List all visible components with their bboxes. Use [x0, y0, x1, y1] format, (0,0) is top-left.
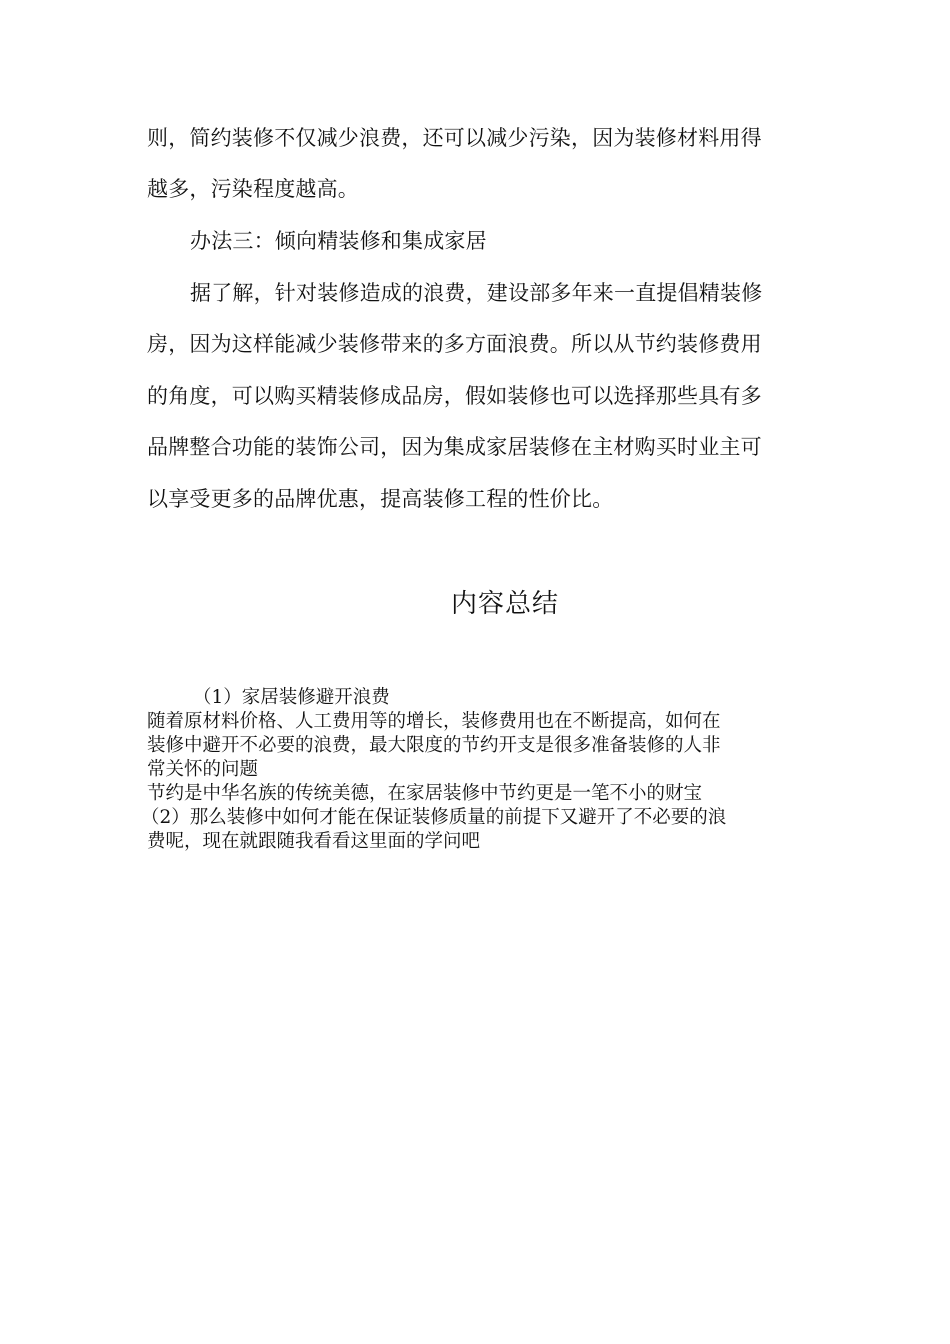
- body-line: 以享受更多的品牌优惠，提高装修工程的性价比。: [147, 487, 614, 511]
- summary-title: 内容总结: [450, 589, 559, 619]
- body-line: 越多，污染程度越高。: [147, 177, 359, 201]
- summary-line: （1）家居装修避开浪费: [193, 687, 390, 708]
- body-line: 的角度，可以购买精装修成品房，假如装修也可以选择那些具有多: [147, 384, 762, 408]
- summary-line: 装修中避开不必要的浪费，最大限度的节约开支是很多准备装修的人非: [147, 735, 721, 756]
- summary-line: 节约是中华名族的传统美德，在家居装修中节约更是一笔不小的财宝: [147, 783, 703, 804]
- summary-line: 常关怀的问题: [147, 759, 259, 780]
- body-line: 品牌整合功能的装饰公司，因为集成家居装修在主材购买时业主可: [147, 435, 762, 459]
- summary-line: 费呢，现在就跟随我看看这里面的学问吧: [147, 831, 481, 852]
- summary-line: 随着原材料价格、人工费用等的增长，装修费用也在不断提高，如何在: [147, 711, 721, 732]
- summary-line: （2）那么装修中如何才能在保证装修质量的前提下又避开了不必要的浪: [141, 807, 727, 828]
- section-heading-method-three: 办法三：倾向精装修和集成家居: [190, 229, 487, 253]
- body-line: 则，简约装修不仅减少浪费，还可以减少污染，因为装修材料用得: [147, 126, 762, 150]
- body-line: 房，因为这样能减少装修带来的多方面浪费。所以从节约装修费用: [147, 332, 762, 356]
- body-line: 据了解，针对装修造成的浪费，建设部多年来一直提倡精装修: [190, 281, 763, 305]
